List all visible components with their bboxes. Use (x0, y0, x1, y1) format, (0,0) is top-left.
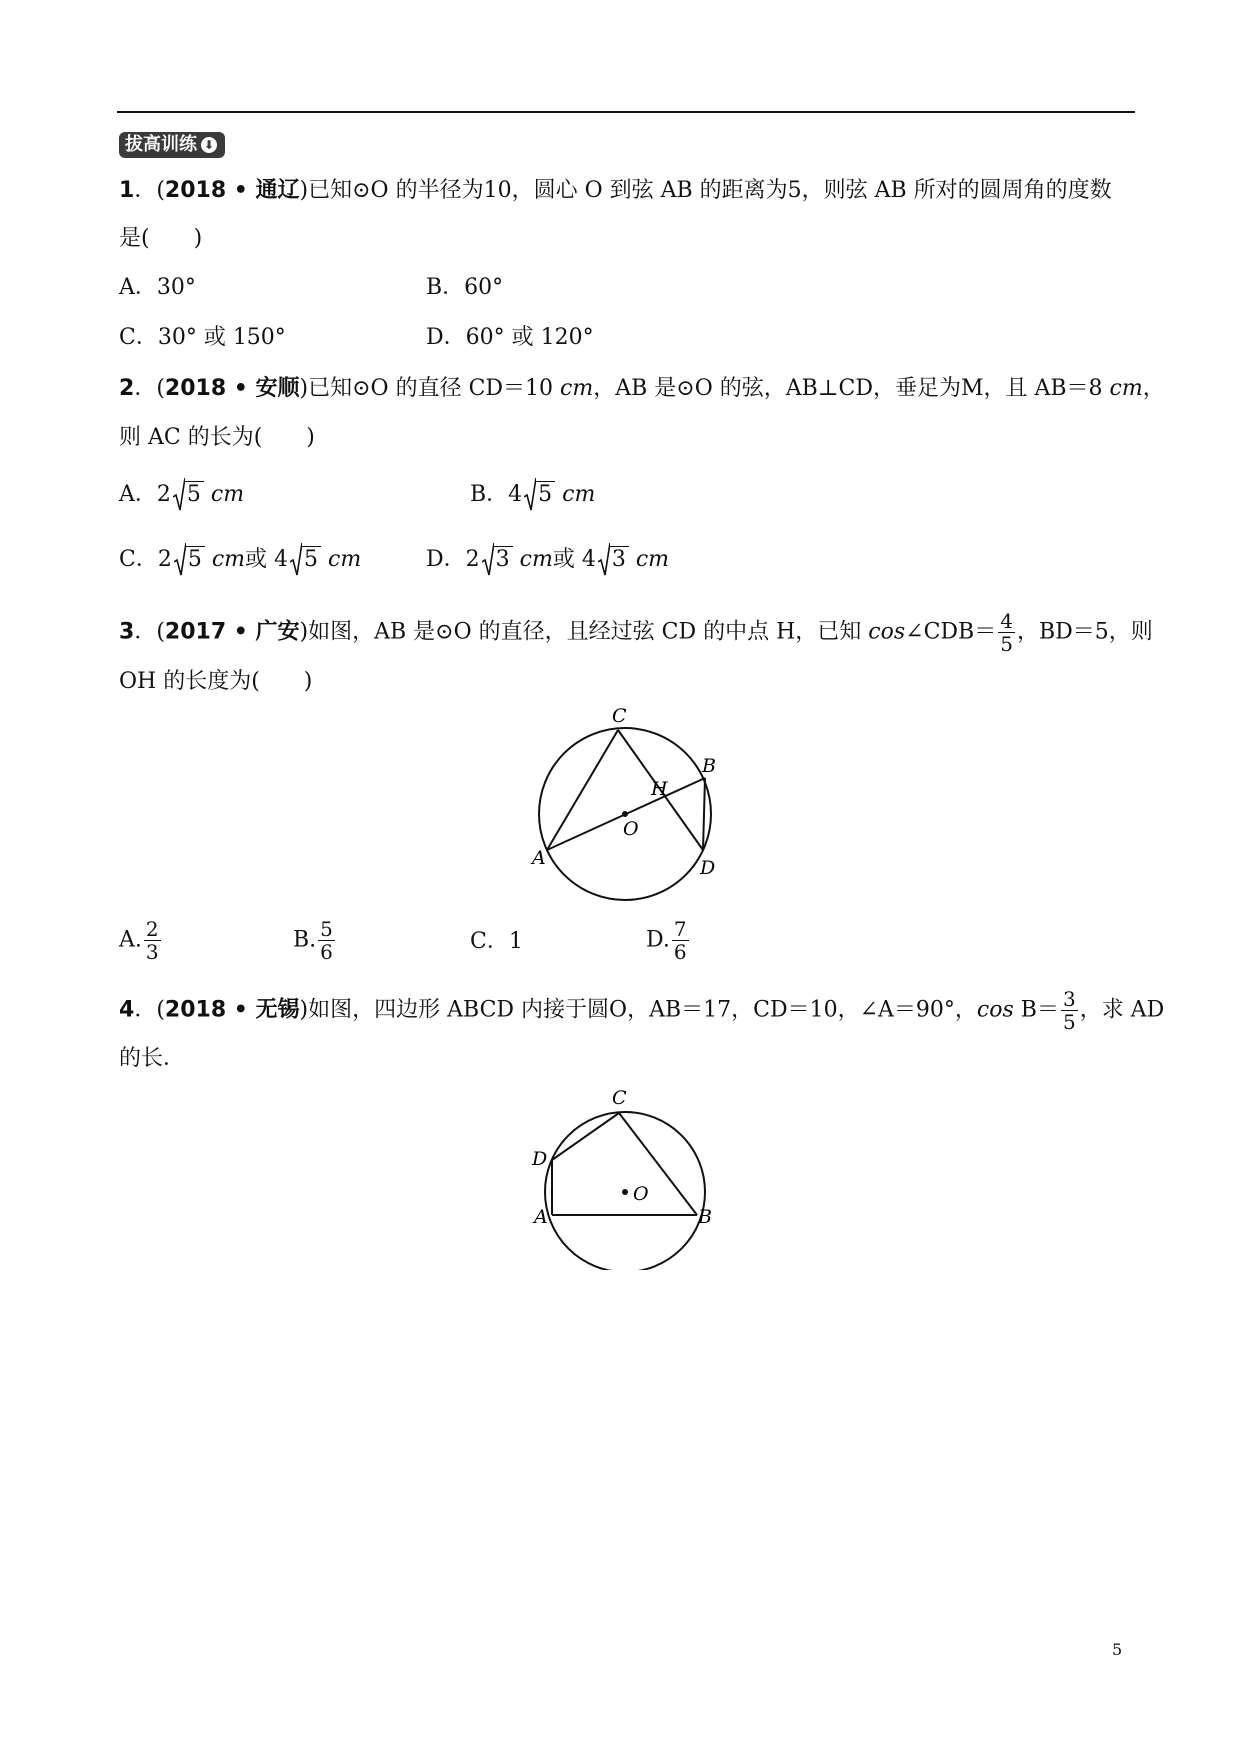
q4-label-d: D (532, 1148, 548, 1170)
q2-option-a[interactable] (119, 480, 244, 510)
q2-unit: cm (1109, 376, 1143, 401)
q1-option-b[interactable]: B．60° (426, 275, 504, 300)
q3-center-dot (622, 811, 628, 817)
section-badge (119, 132, 225, 158)
q2-option-d-label: D．2 (426, 547, 480, 572)
header-rule (117, 111, 1135, 113)
q2-source: 2018 • 安顺 (164, 376, 300, 401)
q3-option-d[interactable] (646, 918, 691, 963)
q2-unit: cm (635, 547, 670, 572)
q2-stem-line1: 2．(2018 • 安顺)已知⊙O 的直径 CD＝10 cm，AB 是⊙O 的弦，AB⊥CD，垂足为M，且 AB＝8 cm， (119, 376, 1165, 401)
sqrt-symbol (482, 545, 513, 575)
q3-option-b-num: 5 (320, 917, 333, 941)
q3-label-d: D (700, 857, 716, 879)
q4-fraction-den: 5 (1062, 1010, 1076, 1034)
q1-source: 2018 • 通辽 (164, 178, 300, 203)
q2-unit: cm (560, 376, 594, 401)
q3-option-d-fraction (672, 918, 689, 963)
q2-option-d[interactable] (426, 545, 669, 575)
q3-label-b: B (702, 755, 716, 777)
q3-label-c: C (612, 705, 627, 727)
q2-option-c[interactable] (119, 545, 361, 575)
q3-fraction-den: 5 (1000, 632, 1013, 656)
q4-stem-line2: 的长． (119, 1046, 186, 1071)
q4-cos: cos (976, 997, 1014, 1023)
q3-cos: cos∠ (868, 619, 924, 645)
q3-option-a-fraction (144, 918, 161, 963)
q4-stem-part3: ，求 AD (1079, 997, 1165, 1023)
q4-label-c: C (612, 1087, 627, 1109)
q3-label-h: H (651, 778, 668, 800)
q3-option-b-label: B. (293, 927, 317, 953)
sqrt-symbol (524, 480, 555, 510)
q3-option-d-num: 7 (673, 917, 687, 941)
q4-source: 2018 • 无锡 (164, 997, 300, 1023)
q1-stem-line1: 1．(2018 • 通辽)已知⊙O 的半径为10，圆心 O 到弦 AB 的距离为5，则弦 AB 所对的圆周角的度数 (119, 178, 1112, 203)
q2-stem-line2: 则 AC 的长为( ) (119, 425, 315, 450)
q2-option-c-label: C．2 (119, 547, 172, 572)
q1-option-a[interactable]: A．30° (119, 275, 196, 300)
q4-label-a: A (534, 1206, 548, 1228)
q3-option-b-fraction (318, 918, 335, 963)
q4-stem-part1: 如图，四边形 ABCD 内接于圆O，AB＝17，CD＝10，∠A＝90°， (308, 997, 977, 1023)
q4-stem-line1: 4．(2018 • 无锡)如图，四边形 ABCD 内接于圆O，AB＝17，CD＝10，∠A＝90°，cos B＝ $\frac{3}{5}$ ，求 AD (119, 987, 1165, 1034)
q3-option-a[interactable] (119, 918, 163, 963)
q2-option-c-mid: 或 4 (245, 547, 289, 572)
q3-option-b[interactable] (293, 918, 337, 963)
q2-option-c-radicand2: 5 (302, 546, 321, 572)
q2-stem-part3: ， (1142, 376, 1165, 401)
q4-center-dot (622, 1189, 628, 1195)
q2-unit: cm (562, 482, 596, 507)
q3-option-d-den: 6 (673, 940, 687, 964)
q4-fraction (1061, 988, 1078, 1033)
q1-stem-line2: 是( ) (119, 226, 203, 251)
q2-option-b-radicand: 5 (536, 481, 555, 507)
q2-option-d-radicand2: 3 (610, 546, 629, 572)
q2-option-c-radicand: 5 (186, 546, 205, 572)
q3-stem-part2: CDB＝ (923, 619, 997, 645)
q1-number: 1 (119, 178, 135, 203)
q3-stem-line2: OH 的长度为( ) (119, 669, 313, 694)
q3-number: 3 (119, 619, 135, 645)
q3-fraction (998, 610, 1015, 655)
page-number: 5 (1112, 1640, 1123, 1659)
q2-option-a-radicand: 5 (185, 481, 204, 507)
q4-stem-part2: B＝ (1013, 997, 1059, 1023)
q1-option-d[interactable]: D．60° 或 120° (426, 325, 594, 350)
q4-side-cb (619, 1113, 697, 1215)
sqrt-symbol (174, 545, 205, 575)
sqrt-symbol (173, 480, 204, 510)
q2-number: 2 (119, 376, 135, 401)
q2-unit: cm (519, 547, 553, 572)
q3-label-a: A (532, 847, 546, 869)
q4-side-dc (552, 1113, 619, 1160)
q2-unit: cm (328, 547, 362, 572)
q3-stem-line1: 3．(2017 • 广安)如图，AB 是⊙O 的直径，且经过弦 CD 的中点 H，已知 cos∠CDB＝ $\frac{4}{5}$ ，BD＝5，则 (119, 609, 1153, 656)
q3-stem-part1: 如图，AB 是⊙O 的直径，且经过弦 CD 的中点 H，已知 (308, 619, 869, 645)
section-label: 拔高训练 (125, 134, 197, 155)
q3-option-c[interactable]: C．1 (470, 929, 523, 954)
q4-number: 4 (119, 997, 135, 1023)
q3-fraction-num: 4 (1000, 609, 1013, 633)
q2-unit: cm (211, 547, 246, 572)
q2-option-b-label: B．4 (470, 482, 523, 507)
q3-option-d-label: D. (646, 927, 670, 953)
q3-option-a-label: A. (119, 927, 142, 953)
q2-option-d-radicand: 3 (494, 546, 513, 572)
q3-option-a-den: 3 (145, 940, 159, 964)
q3-source: 2017 • 广安 (164, 619, 300, 645)
q4-label-o: O (633, 1183, 649, 1205)
q3-label-o: O (623, 818, 639, 840)
q3-option-a-num: 2 (145, 917, 159, 941)
q2-stem-part2: ，AB 是⊙O 的弦，AB⊥CD，垂足为M，且 AB＝8 (593, 376, 1110, 401)
q4-label-b: B (698, 1206, 712, 1228)
q3-circle-figure (520, 700, 720, 910)
q4-circle-figure (520, 1080, 720, 1270)
download-arrow-icon: ⬇ (201, 137, 217, 153)
q3-stem-part3: ，BD＝5，则 (1016, 619, 1153, 645)
q1-stem-text: 已知⊙O 的半径为10，圆心 O 到弦 AB 的距离为5，则弦 AB 所对的圆周角的度数 (308, 178, 1112, 203)
q2-option-a-label: A．2 (119, 482, 171, 507)
q2-unit: cm (210, 482, 245, 507)
q3-chord-ac (547, 730, 618, 850)
sqrt-symbol (598, 545, 629, 575)
q4-fraction-num: 3 (1062, 987, 1076, 1011)
q1-option-c[interactable]: C．30° 或 150° (119, 325, 286, 350)
q2-stem-part1: 已知⊙O 的直径 CD＝10 (308, 376, 561, 401)
q3-option-b-den: 6 (320, 940, 333, 964)
sqrt-symbol (290, 545, 321, 575)
q3-chord-bd (703, 778, 705, 850)
q2-option-d-mid: 或 4 (552, 547, 596, 572)
q2-option-b[interactable] (470, 480, 595, 510)
